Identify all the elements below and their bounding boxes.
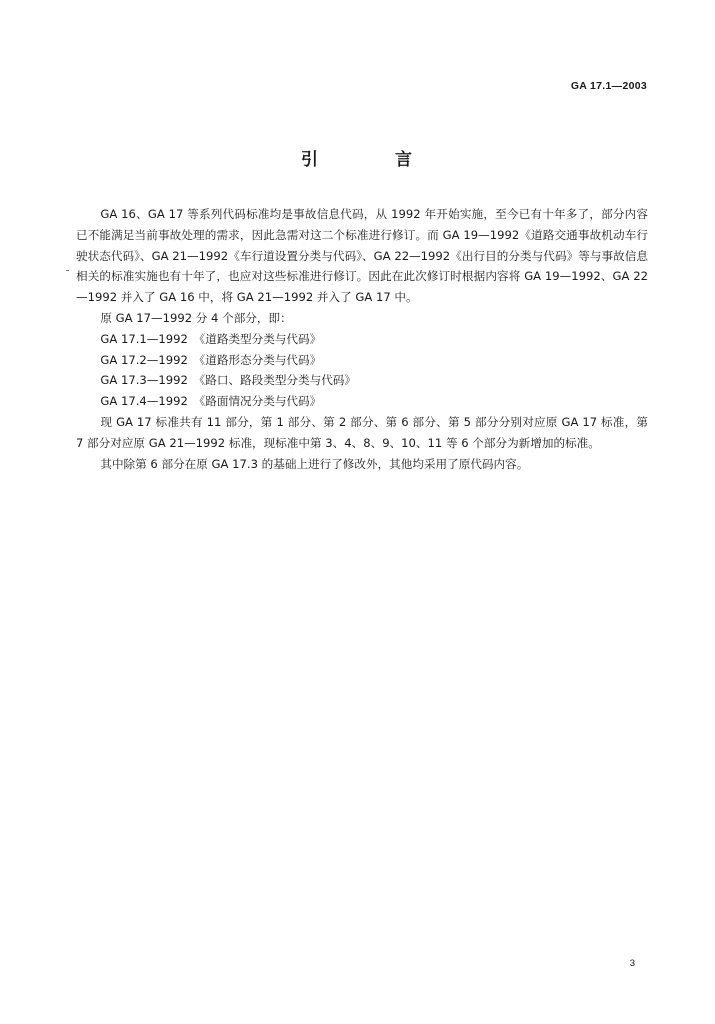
parts-intro-paragraph: 原 GA 17—1992 分 4 个部分，即： bbox=[100, 310, 292, 325]
modification-paragraph: 其中除第 6 部分在原 GA 17.3 的基础上进行了修改外，其他均采用了原代码内容。 bbox=[100, 456, 529, 471]
list-item: GA 17.4—1992 《路面情况分类与代码》 bbox=[100, 394, 322, 409]
document-code: GA 17.1—2003 bbox=[570, 80, 647, 92]
page-number: 3 bbox=[629, 958, 635, 969]
list-item: GA 17.2—1992 《道路形态分类与代码》 bbox=[100, 352, 322, 367]
page-title: 引 言 bbox=[301, 150, 442, 170]
body-text bbox=[76, 204, 648, 474]
list-item: GA 17.1—1992 《道路类型分类与代码》 bbox=[100, 331, 322, 346]
margin-mark bbox=[66, 270, 69, 271]
intro-paragraph: GA 16、GA 17 等系列代码标准均是事故信息代码，从 1992 年开始实施，至今已有十年多了，部分内容已不能满足当前事故处理的需求，因此急需对这二个标准进行修订。而 GA 19—1992《道路交通事故机动车行驶状态代码》、GA 21—1992《车行道设置分类与代码》、GA 22—1992《出行目的分类与代码》等与事故信息相关的标准实施也有十年了，也应对这些标准进行修订。因此在此次修订时根据内容将 GA 19—1992、GA 22—1992 并入了 GA 16 中，将 GA 21—1992 并入了 GA 17 中。 bbox=[76, 207, 648, 305]
current-standard-paragraph: 现 GA 17 标准共有 11 部分，第 1 部分、第 2 部分、第 6 部分、第 5 部分分别对应原 GA 17 标准，第 7 部分对应原 GA 21—1992 标准，现标准中第 3、4、8、9、10、11 等 6 个部分为新增加的标准。 bbox=[76, 414, 648, 450]
list-item: GA 17.3—1992 《路口、路段类型分类与代码》 bbox=[100, 373, 356, 388]
